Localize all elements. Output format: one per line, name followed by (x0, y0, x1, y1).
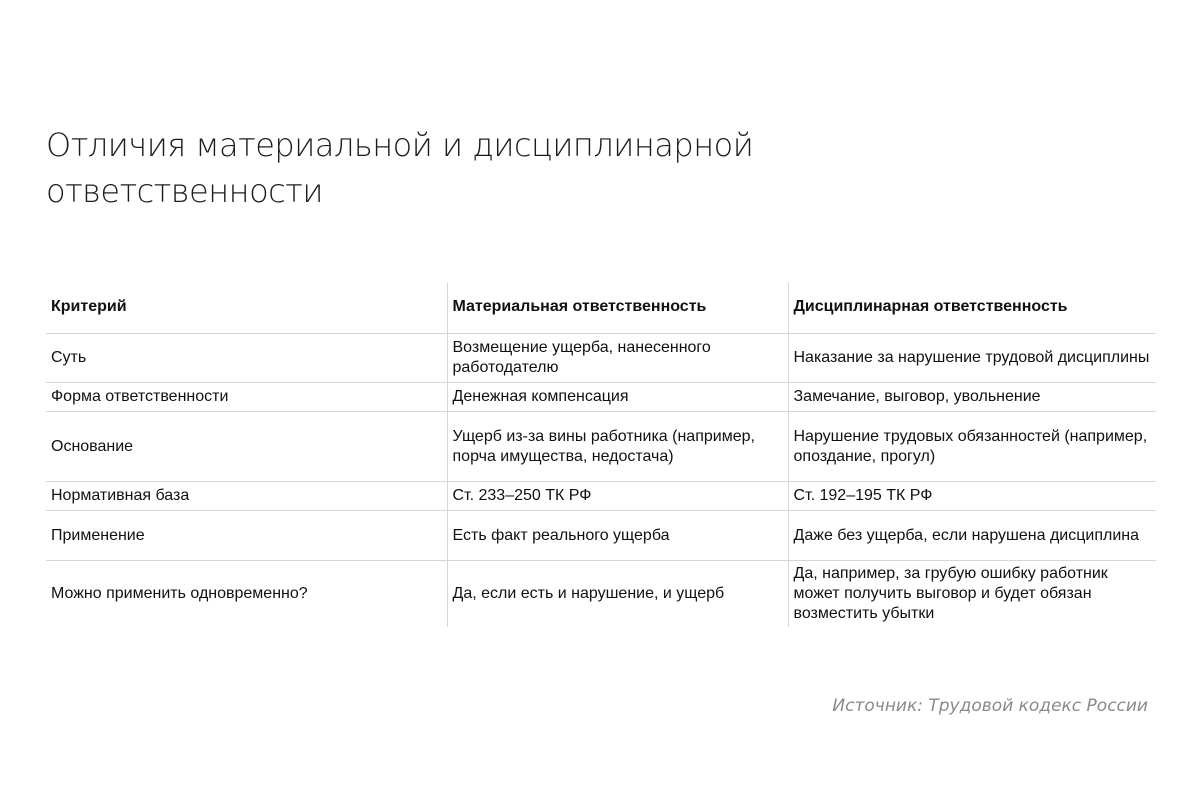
cell-disciplinary: Замечание, выговор, увольнение (788, 383, 1156, 412)
cell-criterion: Нормативная база (46, 482, 447, 511)
cell-disciplinary: Да, например, за грубую ошибку работник может получить выговор и будет обязан возместить убытки (788, 561, 1156, 628)
cell-disciplinary: Наказание за нарушение трудовой дисциплины (788, 334, 1156, 383)
cell-material: Ущерб из-за вины работника (например, порча имущества, недостача) (447, 412, 788, 482)
cell-criterion: Форма ответственности (46, 383, 447, 412)
cell-material: Возмещение ущерба, нанесенного работодателю (447, 334, 788, 383)
cell-criterion: Суть (46, 334, 447, 383)
table-row (46, 511, 1156, 561)
header-criterion: Критерий (46, 283, 447, 334)
cell-criterion: Можно применить одновременно? (51, 585, 308, 602)
table-header-row (46, 283, 1156, 334)
cell-material: Да, если есть и нарушение, и ущерб (447, 561, 788, 628)
cell-material: Ст. 233–250 ТК РФ (447, 482, 788, 511)
cell-material: Есть факт реального ущерба (447, 511, 788, 561)
comparison-table-container (46, 283, 1156, 627)
header-disciplinary: Дисциплинарная ответственность (788, 283, 1156, 334)
table-row (46, 412, 1156, 482)
cell-criterion: Применение (46, 511, 447, 561)
cell-disciplinary: Ст. 192–195 ТК РФ (788, 482, 1156, 511)
cell-disciplinary: Даже без ущерба, если нарушена дисциплина (788, 511, 1156, 561)
table-row (46, 482, 1156, 511)
cell-disciplinary: Нарушение трудовых обязанностей (например, опоздание, прогул) (788, 412, 1156, 482)
page-title: Отличия материальной и дисциплинарной ответственности (46, 126, 754, 210)
table-row (46, 561, 1156, 628)
table-row (46, 334, 1156, 383)
cell-criterion: Основание (46, 412, 447, 482)
table-row (46, 383, 1156, 412)
cell-material: Денежная компенсация (447, 383, 788, 412)
source-note: Источник: Трудовой кодекс России (832, 696, 1148, 716)
header-material: Материальная ответственность (447, 283, 788, 334)
comparison-table (46, 283, 1156, 627)
